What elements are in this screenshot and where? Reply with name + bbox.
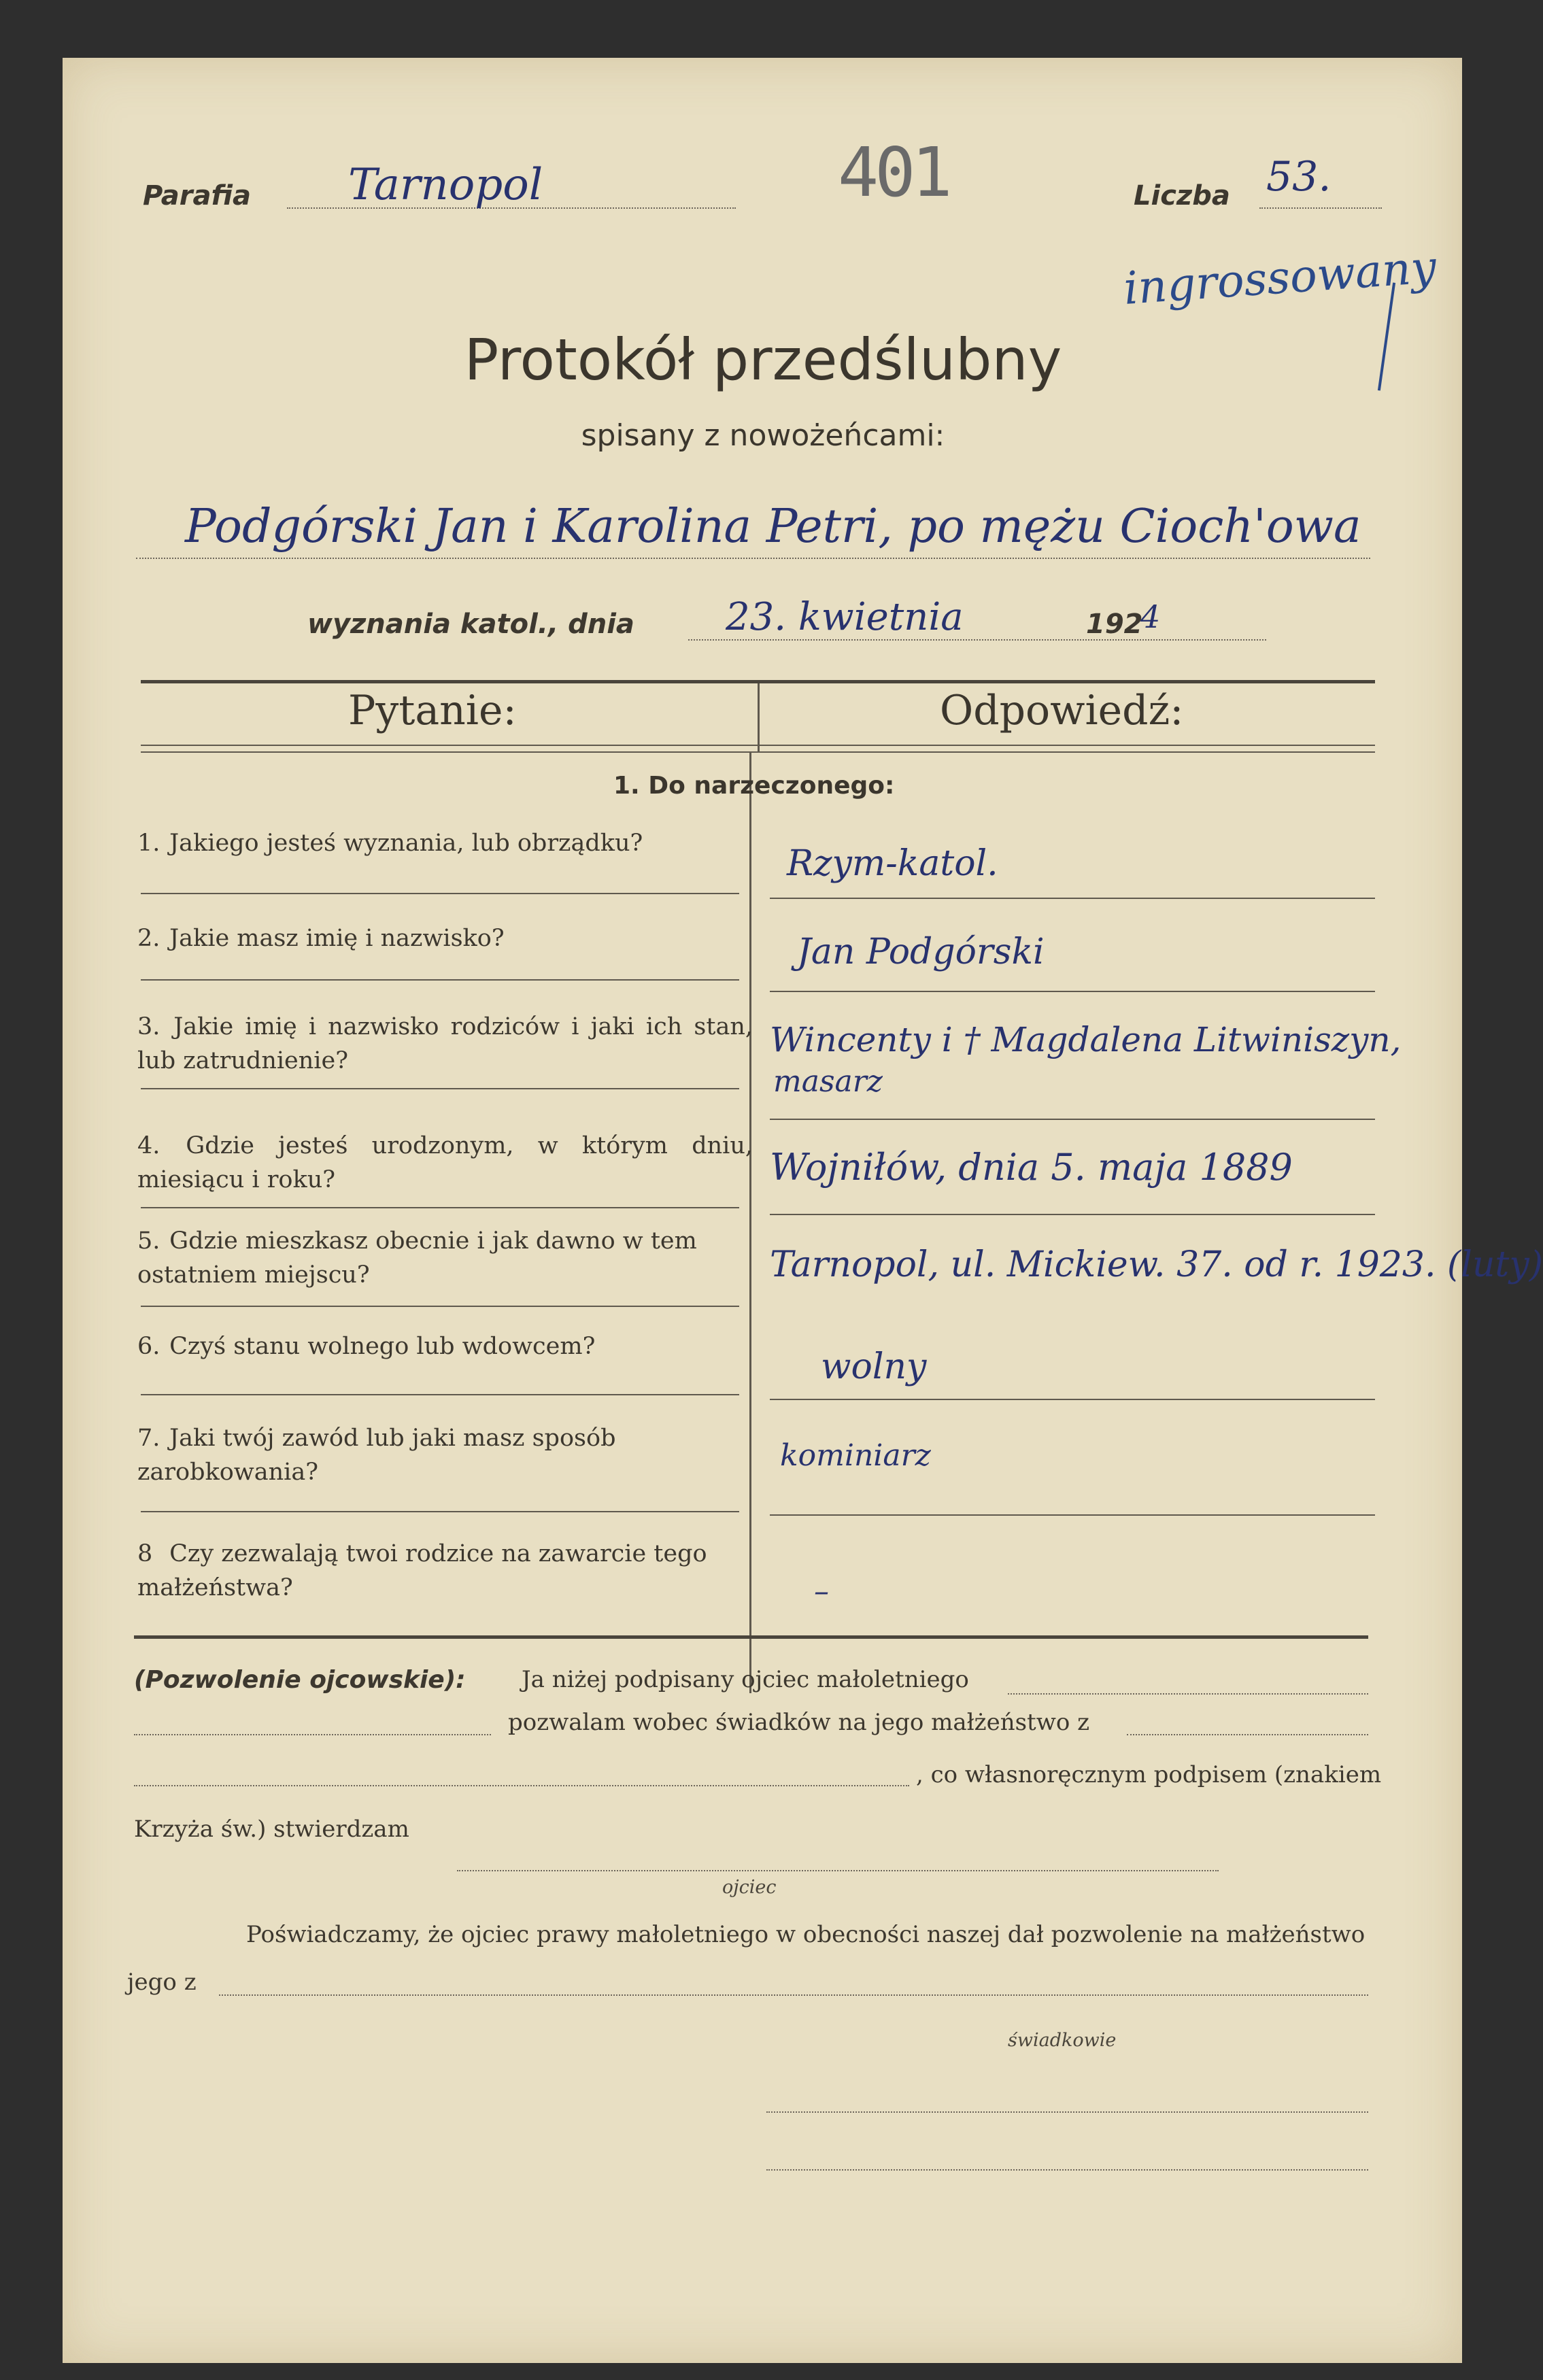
ingross-annotation: ingrossowany (1121, 241, 1438, 315)
table-bottom-rule (134, 1635, 1368, 1639)
q2-rule (141, 979, 739, 981)
permission-line4: Krzyża św.) stwierdzam (134, 1816, 409, 1843)
father-signature-line (457, 1870, 1219, 1871)
parish-label: Parafia (143, 180, 251, 211)
permission-line2-dots-b (1127, 1734, 1368, 1735)
question-8: 8 Czy zezwalają twoi rodzice na zawarcie tego małżeństwa? (137, 1540, 707, 1601)
a6-rule (770, 1399, 1375, 1400)
couple-names: Podgórski Jan i Karolina Petri, po mężu Cioch'owa (185, 500, 1361, 554)
q4-rule (141, 1207, 739, 1208)
a3-rule (770, 1119, 1375, 1120)
number-line (1259, 207, 1382, 209)
page-title: Protokół przedślubny (464, 326, 1062, 393)
date-line (688, 639, 1266, 641)
header-divider (758, 683, 760, 751)
section-title: 1. Do narzeczonego: (613, 772, 895, 800)
answer-8: – (814, 1574, 829, 1609)
page-subtitle: spisany z nowożeńcami: (581, 418, 945, 453)
question-header: Pytanie: (348, 687, 517, 734)
permission-line3-dots (134, 1785, 909, 1786)
answer-3: Wincenty i † Magdalena Litwiniszyn, (770, 1020, 1402, 1059)
names-line (136, 558, 1370, 559)
answer-3-line2: masarz (773, 1064, 883, 1099)
question-7: 7. Jaki twój zawód lub jaki masz sposób zarobkowania? (137, 1425, 616, 1486)
table-header-rule2 (141, 751, 1375, 753)
question-4: 4. Gdzie jesteś urodzonym, w którym dniu, miesiącu i roku? (137, 1132, 753, 1193)
answer-1: Rzym-katol. (787, 843, 998, 884)
pencil-number: 401 (838, 133, 949, 212)
witness-line-1 (766, 2111, 1368, 2113)
a2-rule (770, 991, 1375, 992)
a7-rule (770, 1514, 1375, 1516)
answer-5: Tarnopol, ul. Mickiew. 37. od r. 1923. (luty) (770, 1244, 1543, 1285)
answer-header: Odpowiedź: (940, 687, 1184, 734)
answer-2: Jan Podgórski (797, 932, 1045, 972)
father-label: ojciec (722, 1877, 777, 1898)
permission-line1: Ja niżej podpisany ojciec małoletniego (522, 1666, 969, 1693)
answer-7: kominiarz (780, 1438, 931, 1473)
answer-6: wolny (821, 1346, 927, 1387)
number-label: Liczba (1134, 180, 1230, 211)
document-page (63, 58, 1543, 2363)
witness-line-2 (766, 2169, 1368, 2171)
question-5: 5. Gdzie mieszkasz obecnie i jak dawno w tem ostatniem miejscu? (137, 1227, 697, 1289)
permission-line3: , co własnoręcznym podpisem (znakiem (916, 1761, 1382, 1788)
permission-line2: pozwalam wobec świadków na jego małżeństwo z (508, 1709, 1090, 1736)
annotation-stroke (1378, 283, 1395, 391)
q1-rule (141, 893, 739, 894)
q3-rule (141, 1088, 739, 1089)
q6-rule (141, 1394, 739, 1395)
answer-4: Wojniłów, dnia 5. maja 1889 (770, 1146, 1293, 1189)
witnesses-label: świadkowie (1008, 2030, 1117, 2051)
question-3: 3. Jakie imię i nazwisko rodziców i jaki ich stan, lub zatrudnienie? (137, 1013, 753, 1074)
a1-rule (770, 898, 1375, 899)
certify-text: Poświadczamy, że ojciec prawy małoletniego w obecności naszej dał pozwolenie na małżeństwo (246, 1921, 1366, 1948)
permission-heading: (Pozwolenie ojcowskie): (134, 1666, 466, 1694)
question-6: 6. Czyś stanu wolnego lub wdowcem? (137, 1333, 596, 1360)
date-label: wyznania katol., dnia (307, 609, 634, 640)
year-suffix: 4 (1140, 598, 1161, 635)
permission-line2-dots-a (134, 1734, 491, 1735)
parish-value: Tarnopol (348, 160, 543, 210)
number-value: 53. (1266, 153, 1332, 201)
question-1: 1. Jakiego jesteś wyznania, lub obrządku? (137, 830, 643, 857)
permission-line1-dots (1008, 1693, 1368, 1695)
year-prefix: 192 (1086, 609, 1143, 640)
a4-rule (770, 1214, 1375, 1215)
column-divider (749, 751, 751, 1693)
q5-rule (141, 1306, 739, 1307)
date-value: 23. kwietnia (726, 595, 964, 639)
certify-line (219, 1994, 1368, 1996)
question-2: 2. Jakie masz imię i nazwisko? (137, 925, 505, 952)
certify-text-2: jego z (127, 1969, 197, 1996)
q7-rule (141, 1511, 739, 1512)
